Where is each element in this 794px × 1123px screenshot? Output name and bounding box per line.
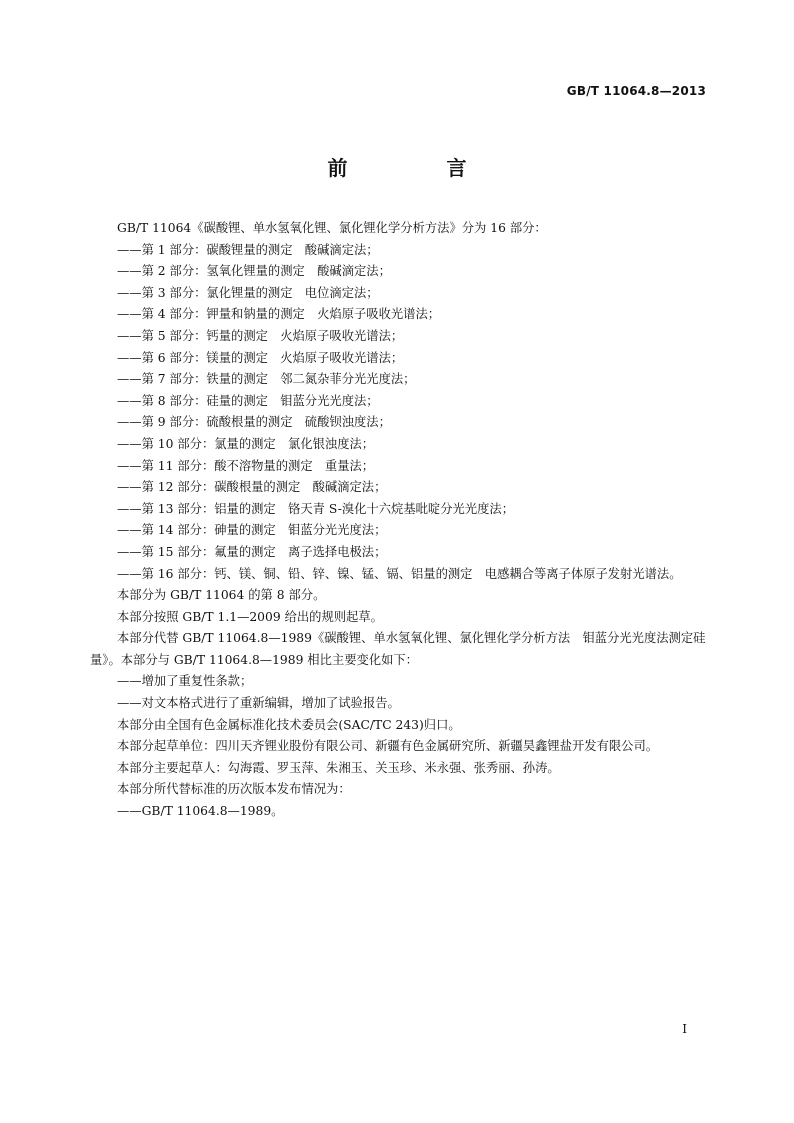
list-item: ——对文本格式进行了重新编辑，增加了试验报告。 bbox=[117, 696, 400, 711]
list-item: ——GB/T 11064.8—1989。 bbox=[117, 804, 284, 819]
intro-paragraph: GB/T 11064《碳酸锂、单水氢氧化锂、氯化锂化学分析方法》分为 16 部分： bbox=[117, 221, 547, 235]
page-number: I bbox=[682, 1022, 687, 1036]
list-item: ——增加了重复性条款； bbox=[117, 674, 253, 689]
page-title: 前 言 bbox=[327, 156, 513, 180]
drafting-rule-paragraph: 本部分按照 GB/T 1.1—2009 给出的规则起草。 bbox=[117, 609, 383, 624]
list-item: ——第 12 部分：碳酸根量的测定 酸碱滴定法； bbox=[117, 480, 387, 495]
history-intro-paragraph: 本部分所代替标准的历次版本发布情况为： bbox=[117, 782, 351, 797]
list-item: ——第 8 部分：硅量的测定 钼蓝分光光度法； bbox=[117, 393, 379, 408]
this-part-paragraph: 本部分为 GB/T 11064 的第 8 部分。 bbox=[117, 588, 326, 603]
list-item: ——第 7 部分：铁量的测定 邻二氮杂菲分光光度法； bbox=[117, 372, 416, 387]
replaces-paragraph: 本部分代替 GB/T 11064.8—1989《碳酸锂、单水氢氧化锂、氯化锂化学分析方法 钼蓝分光光度法测定硅量》。本部分与 GB/T 11064.8—1989 相比主要变化如下： bbox=[90, 631, 706, 667]
list-item: ——第 3 部分：氯化锂量的测定 电位滴定法； bbox=[117, 285, 379, 300]
list-item: ——第 16 部分：钙、镁、铜、铅、锌、镍、锰、镉、铝量的测定 电感耦合等离子体原子发射光谱法。 bbox=[117, 566, 682, 581]
list-item: ——第 5 部分：钙量的测定 火焰原子吸收光谱法； bbox=[117, 328, 404, 343]
list-item: ——第 9 部分：硫酸根量的测定 硫酸钡浊度法； bbox=[117, 415, 391, 430]
list-item: ——第 14 部分：砷量的测定 钼蓝分光光度法； bbox=[117, 523, 387, 538]
list-item: ——第 15 部分：氟量的测定 离子选择电极法； bbox=[117, 544, 387, 559]
list-item: ——第 13 部分：铝量的测定 铬天青 S-溴化十六烷基吡啶分光光度法； bbox=[117, 501, 515, 516]
list-item: ——第 4 部分：钾量和钠量的测定 火焰原子吸收光谱法； bbox=[117, 307, 441, 322]
standard-code: GB/T 11064.8—2013 bbox=[566, 84, 706, 98]
list-item: ——第 11 部分：酸不溶物量的测定 重量法； bbox=[117, 458, 375, 473]
list-item: ——第 10 部分：氯量的测定 氯化银浊度法； bbox=[117, 436, 375, 451]
drafters-paragraph: 本部分主要起草人：勾海霞、罗玉萍、朱湘玉、关玉珍、米永强、张秀丽、孙涛。 bbox=[117, 760, 560, 775]
list-item: ——第 2 部分：氢氧化锂量的测定 酸碱滴定法； bbox=[117, 264, 391, 279]
foreword-body bbox=[90, 218, 710, 823]
drafting-units-paragraph: 本部分起草单位：四川天齐锂业股份有限公司、新疆有色金属研究所、新疆昊鑫锂盐开发有限公司。 bbox=[117, 739, 659, 754]
list-item: ——第 1 部分：碳酸锂量的测定 酸碱滴定法； bbox=[117, 242, 379, 257]
list-item: ——第 6 部分：镁量的测定 火焰原子吸收光谱法； bbox=[117, 350, 404, 365]
committee-paragraph: 本部分由全国有色金属标准化技术委员会(SAC/TC 243)归口。 bbox=[117, 717, 461, 732]
